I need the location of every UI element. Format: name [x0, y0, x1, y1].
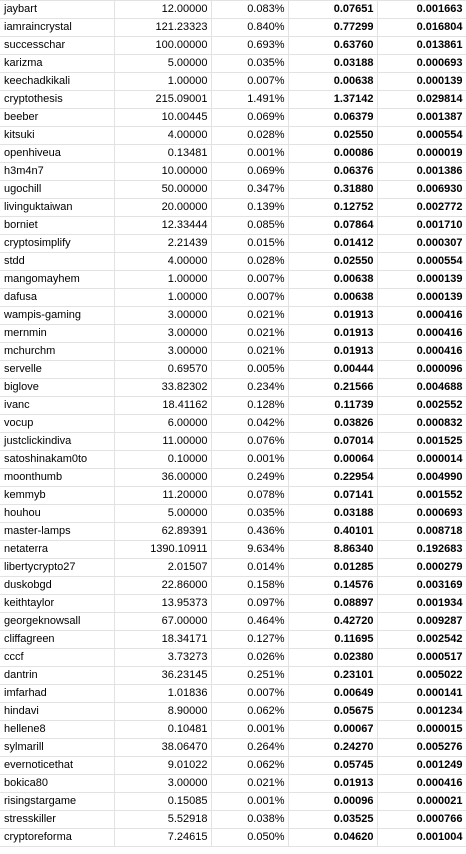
cell-username[interactable]: satoshinakam0to	[0, 451, 114, 469]
cell-value-a[interactable]: 0.01913	[288, 325, 377, 343]
cell-value-b[interactable]: 0.000014	[377, 451, 466, 469]
cell-value-b[interactable]: 0.001934	[377, 595, 466, 613]
table-row	[0, 343, 466, 361]
cell-value-a[interactable]: 0.02550	[288, 127, 377, 145]
cell-percent[interactable]: 0.128%	[211, 397, 288, 415]
cell-percent[interactable]: 0.021%	[211, 775, 288, 793]
cell-username[interactable]: jaybart	[0, 1, 114, 19]
cell-percent[interactable]: 0.007%	[211, 271, 288, 289]
table-row	[0, 37, 466, 55]
cell-value-b[interactable]: 0.000141	[377, 685, 466, 703]
cell-percent[interactable]: 0.014%	[211, 559, 288, 577]
cell-username[interactable]: libertycrypto27	[0, 559, 114, 577]
table-row	[0, 451, 466, 469]
cell-value-b[interactable]: 0.000416	[377, 775, 466, 793]
cell-percent[interactable]: 0.001%	[211, 451, 288, 469]
cell-username[interactable]: mangomayhem	[0, 271, 114, 289]
cell-value-b[interactable]: 0.004688	[377, 379, 466, 397]
cell-percent[interactable]: 0.050%	[211, 829, 288, 847]
cell-value-b[interactable]: 0.004990	[377, 469, 466, 487]
cell-value-a[interactable]: 0.01913	[288, 775, 377, 793]
cell-amount[interactable]: 36.23145	[114, 667, 211, 685]
cell-percent[interactable]: 0.464%	[211, 613, 288, 631]
cell-amount[interactable]: 3.00000	[114, 307, 211, 325]
cell-percent[interactable]: 0.062%	[211, 757, 288, 775]
cell-percent[interactable]: 0.028%	[211, 253, 288, 271]
cell-value-a[interactable]: 0.00086	[288, 145, 377, 163]
cell-value-b[interactable]: 0.000019	[377, 145, 466, 163]
cell-username[interactable]: hindavi	[0, 703, 114, 721]
cell-value-b[interactable]: 0.000554	[377, 253, 466, 271]
cell-value-b[interactable]: 0.192683	[377, 541, 466, 559]
table-row	[0, 73, 466, 91]
table-row	[0, 739, 466, 757]
cell-percent[interactable]: 0.062%	[211, 703, 288, 721]
cell-amount[interactable]: 11.20000	[114, 487, 211, 505]
cell-value-b[interactable]: 0.000416	[377, 307, 466, 325]
cell-value-b[interactable]: 0.003169	[377, 577, 466, 595]
table-row	[0, 109, 466, 127]
cell-percent[interactable]: 0.083%	[211, 1, 288, 19]
cell-percent[interactable]: 0.007%	[211, 73, 288, 91]
cell-username[interactable]: cryptoreforma	[0, 829, 114, 847]
cell-value-a[interactable]: 0.05745	[288, 757, 377, 775]
cell-amount[interactable]: 0.13481	[114, 145, 211, 163]
cell-percent[interactable]: 1.491%	[211, 91, 288, 109]
cell-username[interactable]: mernmin	[0, 325, 114, 343]
table-row	[0, 631, 466, 649]
cell-value-b[interactable]: 0.002772	[377, 199, 466, 217]
cell-value-b[interactable]: 0.000139	[377, 271, 466, 289]
cell-value-a[interactable]: 0.00444	[288, 361, 377, 379]
cell-percent[interactable]: 0.436%	[211, 523, 288, 541]
cell-percent[interactable]: 0.085%	[211, 217, 288, 235]
cell-value-a[interactable]: 0.07014	[288, 433, 377, 451]
cell-value-b[interactable]: 0.008718	[377, 523, 466, 541]
cell-amount[interactable]: 67.00000	[114, 613, 211, 631]
cell-username[interactable]: risingstargame	[0, 793, 114, 811]
cell-amount[interactable]: 0.69570	[114, 361, 211, 379]
cell-username[interactable]: bokica80	[0, 775, 114, 793]
cell-username[interactable]: karizma	[0, 55, 114, 73]
table-row	[0, 1, 466, 19]
cell-value-a[interactable]: 0.01913	[288, 307, 377, 325]
cell-percent[interactable]: 0.139%	[211, 199, 288, 217]
cell-percent[interactable]: 0.028%	[211, 127, 288, 145]
cell-value-b[interactable]: 0.002552	[377, 397, 466, 415]
cell-percent[interactable]: 0.251%	[211, 667, 288, 685]
table-row	[0, 469, 466, 487]
cell-value-a[interactable]: 0.07141	[288, 487, 377, 505]
cell-percent[interactable]: 0.076%	[211, 433, 288, 451]
cell-percent[interactable]: 0.035%	[211, 55, 288, 73]
cell-username[interactable]: borniet	[0, 217, 114, 235]
cell-value-b[interactable]: 0.000021	[377, 793, 466, 811]
cell-amount[interactable]: 3.00000	[114, 775, 211, 793]
table-row	[0, 289, 466, 307]
cell-username[interactable]: master-lamps	[0, 523, 114, 541]
cell-username[interactable]: vocup	[0, 415, 114, 433]
table-row	[0, 829, 466, 847]
cell-value-b[interactable]: 0.000139	[377, 289, 466, 307]
cell-value-a[interactable]: 0.11695	[288, 631, 377, 649]
cell-username[interactable]: h3m4n7	[0, 163, 114, 181]
cell-value-b[interactable]: 0.000416	[377, 325, 466, 343]
table-row	[0, 667, 466, 685]
cell-value-a[interactable]: 0.00067	[288, 721, 377, 739]
cell-amount[interactable]: 5.00000	[114, 55, 211, 73]
cell-value-b[interactable]: 0.000832	[377, 415, 466, 433]
table-row	[0, 235, 466, 253]
cell-value-b[interactable]: 0.001249	[377, 757, 466, 775]
cell-value-a[interactable]: 0.02380	[288, 649, 377, 667]
cell-value-a[interactable]: 0.06376	[288, 163, 377, 181]
cell-amount[interactable]: 10.00000	[114, 163, 211, 181]
cell-percent[interactable]: 0.021%	[211, 343, 288, 361]
table-row	[0, 811, 466, 829]
cell-percent[interactable]: 0.021%	[211, 307, 288, 325]
cell-amount[interactable]: 18.34171	[114, 631, 211, 649]
cell-amount[interactable]: 20.00000	[114, 199, 211, 217]
table-row	[0, 379, 466, 397]
cell-value-b[interactable]: 0.009287	[377, 613, 466, 631]
table-row	[0, 19, 466, 37]
cell-username[interactable]: kemmyb	[0, 487, 114, 505]
table-row	[0, 541, 466, 559]
cell-username[interactable]: duskobgd	[0, 577, 114, 595]
cell-username[interactable]: dantrin	[0, 667, 114, 685]
cell-amount[interactable]: 3.00000	[114, 343, 211, 361]
cell-value-b[interactable]: 0.016804	[377, 19, 466, 37]
cell-amount[interactable]: 22.86000	[114, 577, 211, 595]
cell-username[interactable]: stdd	[0, 253, 114, 271]
cell-value-b[interactable]: 0.000766	[377, 811, 466, 829]
cell-value-a[interactable]: 0.00638	[288, 271, 377, 289]
cell-percent[interactable]: 0.035%	[211, 505, 288, 523]
cell-value-a[interactable]: 0.63760	[288, 37, 377, 55]
cell-amount[interactable]: 12.33444	[114, 217, 211, 235]
table-row	[0, 217, 466, 235]
cell-username[interactable]: cryptothesis	[0, 91, 114, 109]
cell-percent[interactable]: 0.001%	[211, 145, 288, 163]
cell-percent[interactable]: 0.078%	[211, 487, 288, 505]
cell-value-b[interactable]: 0.000693	[377, 55, 466, 73]
cell-percent[interactable]: 0.127%	[211, 631, 288, 649]
cell-amount[interactable]: 1.00000	[114, 289, 211, 307]
cell-username[interactable]: cccf	[0, 649, 114, 667]
cell-username[interactable]: keechadkikali	[0, 73, 114, 91]
cell-amount[interactable]: 100.00000	[114, 37, 211, 55]
cell-value-b[interactable]: 0.002542	[377, 631, 466, 649]
cell-value-a[interactable]: 0.00649	[288, 685, 377, 703]
cell-username[interactable]: successchar	[0, 37, 114, 55]
table-row	[0, 595, 466, 613]
cell-value-a[interactable]: 0.01412	[288, 235, 377, 253]
table-row	[0, 523, 466, 541]
table-row	[0, 703, 466, 721]
cell-percent[interactable]: 0.026%	[211, 649, 288, 667]
table-row	[0, 397, 466, 415]
cell-amount[interactable]: 33.82302	[114, 379, 211, 397]
cell-username[interactable]: imfarhad	[0, 685, 114, 703]
cell-value-a[interactable]: 0.00638	[288, 73, 377, 91]
cell-percent[interactable]: 0.158%	[211, 577, 288, 595]
cell-username[interactable]: openhiveua	[0, 145, 114, 163]
cell-username[interactable]: moonthumb	[0, 469, 114, 487]
cell-value-a[interactable]: 0.05675	[288, 703, 377, 721]
cell-amount[interactable]: 1.01836	[114, 685, 211, 703]
cell-amount[interactable]: 215.09001	[114, 91, 211, 109]
cell-percent[interactable]: 0.001%	[211, 721, 288, 739]
cell-value-b[interactable]: 0.001234	[377, 703, 466, 721]
cell-amount[interactable]: 38.06470	[114, 739, 211, 757]
cell-value-a[interactable]: 0.07864	[288, 217, 377, 235]
cell-value-b[interactable]: 0.001386	[377, 163, 466, 181]
cell-username[interactable]: georgeknowsall	[0, 613, 114, 631]
cell-username[interactable]: ugochill	[0, 181, 114, 199]
table-row	[0, 181, 466, 199]
cell-amount[interactable]: 0.10481	[114, 721, 211, 739]
cell-username[interactable]: kitsuki	[0, 127, 114, 145]
cell-amount[interactable]: 1.00000	[114, 271, 211, 289]
table-row	[0, 325, 466, 343]
cell-amount[interactable]: 7.24615	[114, 829, 211, 847]
cell-value-a[interactable]: 0.01285	[288, 559, 377, 577]
cell-value-a[interactable]: 0.11739	[288, 397, 377, 415]
table-row	[0, 55, 466, 73]
cell-value-a[interactable]: 0.21566	[288, 379, 377, 397]
cell-percent[interactable]: 0.347%	[211, 181, 288, 199]
cell-username[interactable]: sylmarill	[0, 739, 114, 757]
cell-value-a[interactable]: 0.00096	[288, 793, 377, 811]
cell-percent[interactable]: 0.042%	[211, 415, 288, 433]
cell-value-a[interactable]: 0.03826	[288, 415, 377, 433]
cell-username[interactable]: wampis-gaming	[0, 307, 114, 325]
cell-value-a[interactable]: 1.37142	[288, 91, 377, 109]
spreadsheet-body	[0, 1, 466, 847]
cell-username[interactable]: livinguktaiwan	[0, 199, 114, 217]
cell-username[interactable]: dafusa	[0, 289, 114, 307]
cell-percent[interactable]: 0.069%	[211, 109, 288, 127]
table-row	[0, 127, 466, 145]
cell-username[interactable]: justclickindiva	[0, 433, 114, 451]
cell-value-b[interactable]: 0.013861	[377, 37, 466, 55]
cell-value-a[interactable]: 0.03188	[288, 55, 377, 73]
cell-username[interactable]: hellene8	[0, 721, 114, 739]
cell-percent[interactable]: 0.007%	[211, 685, 288, 703]
cell-username[interactable]: houhou	[0, 505, 114, 523]
cell-percent[interactable]: 0.693%	[211, 37, 288, 55]
cell-value-a[interactable]: 0.00064	[288, 451, 377, 469]
cell-value-b[interactable]: 0.000015	[377, 721, 466, 739]
cell-value-b[interactable]: 0.000139	[377, 73, 466, 91]
cell-value-b[interactable]: 0.000307	[377, 235, 466, 253]
cell-percent[interactable]: 0.021%	[211, 325, 288, 343]
cell-value-b[interactable]: 0.006930	[377, 181, 466, 199]
cell-amount[interactable]: 18.41162	[114, 397, 211, 415]
cell-value-b[interactable]: 0.001004	[377, 829, 466, 847]
table-row	[0, 271, 466, 289]
cell-amount[interactable]: 50.00000	[114, 181, 211, 199]
cell-value-a[interactable]: 0.00638	[288, 289, 377, 307]
cell-username[interactable]: servelle	[0, 361, 114, 379]
cell-value-a[interactable]: 8.86340	[288, 541, 377, 559]
cell-value-b[interactable]: 0.000279	[377, 559, 466, 577]
cell-value-a[interactable]: 0.24270	[288, 739, 377, 757]
cell-value-b[interactable]: 0.005022	[377, 667, 466, 685]
cell-amount[interactable]: 1390.10911	[114, 541, 211, 559]
cell-amount[interactable]: 10.00445	[114, 109, 211, 127]
cell-username[interactable]: netaterra	[0, 541, 114, 559]
table-row	[0, 307, 466, 325]
cell-percent[interactable]: 0.249%	[211, 469, 288, 487]
cell-value-b[interactable]: 0.000693	[377, 505, 466, 523]
table-row	[0, 613, 466, 631]
cell-username[interactable]: mchurchm	[0, 343, 114, 361]
cell-amount[interactable]: 8.90000	[114, 703, 211, 721]
cell-value-b[interactable]: 0.001525	[377, 433, 466, 451]
cell-value-b[interactable]: 0.001387	[377, 109, 466, 127]
cell-value-a[interactable]: 0.06379	[288, 109, 377, 127]
cell-percent[interactable]: 0.840%	[211, 19, 288, 37]
cell-percent[interactable]: 0.097%	[211, 595, 288, 613]
table-row	[0, 685, 466, 703]
cell-amount[interactable]: 5.52918	[114, 811, 211, 829]
cell-username[interactable]: beeber	[0, 109, 114, 127]
cell-value-b[interactable]: 0.000517	[377, 649, 466, 667]
cell-amount[interactable]: 5.00000	[114, 505, 211, 523]
cell-value-a[interactable]: 0.04620	[288, 829, 377, 847]
cell-value-a[interactable]: 0.03525	[288, 811, 377, 829]
cell-amount[interactable]: 3.73273	[114, 649, 211, 667]
cell-amount[interactable]: 0.10000	[114, 451, 211, 469]
cell-value-b[interactable]: 0.029814	[377, 91, 466, 109]
cell-percent[interactable]: 0.001%	[211, 793, 288, 811]
cell-value-b[interactable]: 0.001552	[377, 487, 466, 505]
cell-username[interactable]: biglove	[0, 379, 114, 397]
table-row	[0, 145, 466, 163]
table-row	[0, 559, 466, 577]
cell-value-a[interactable]: 0.01913	[288, 343, 377, 361]
cell-value-a[interactable]: 0.77299	[288, 19, 377, 37]
cell-percent[interactable]: 0.069%	[211, 163, 288, 181]
table-row	[0, 757, 466, 775]
cell-username[interactable]: stresskiller	[0, 811, 114, 829]
cell-amount[interactable]: 1.00000	[114, 73, 211, 91]
table-row	[0, 199, 466, 217]
cell-username[interactable]: iamraincrystal	[0, 19, 114, 37]
cell-percent[interactable]: 0.005%	[211, 361, 288, 379]
cell-value-a[interactable]: 0.07651	[288, 1, 377, 19]
table-row	[0, 775, 466, 793]
cell-value-b[interactable]: 0.001710	[377, 217, 466, 235]
cell-username[interactable]: keithtaylor	[0, 595, 114, 613]
cell-amount[interactable]: 13.95373	[114, 595, 211, 613]
table-row	[0, 487, 466, 505]
cell-value-a[interactable]: 0.31880	[288, 181, 377, 199]
table-row	[0, 361, 466, 379]
cell-amount[interactable]: 12.00000	[114, 1, 211, 19]
cell-value-b[interactable]: 0.000096	[377, 361, 466, 379]
cell-username[interactable]: cliffagreen	[0, 631, 114, 649]
table-row	[0, 415, 466, 433]
table-row	[0, 163, 466, 181]
cell-value-a[interactable]: 0.02550	[288, 253, 377, 271]
cell-username[interactable]: evernoticethat	[0, 757, 114, 775]
cell-value-b[interactable]: 0.000416	[377, 343, 466, 361]
cell-value-a[interactable]: 0.22954	[288, 469, 377, 487]
cell-percent[interactable]: 0.038%	[211, 811, 288, 829]
cell-value-b[interactable]: 0.000554	[377, 127, 466, 145]
cell-amount[interactable]: 4.00000	[114, 127, 211, 145]
cell-amount[interactable]: 121.23323	[114, 19, 211, 37]
cell-amount[interactable]: 2.21439	[114, 235, 211, 253]
cell-value-a[interactable]: 0.42720	[288, 613, 377, 631]
cell-percent[interactable]: 0.234%	[211, 379, 288, 397]
cell-percent[interactable]: 0.015%	[211, 235, 288, 253]
cell-value-a[interactable]: 0.03188	[288, 505, 377, 523]
table-row	[0, 793, 466, 811]
cell-amount[interactable]: 11.00000	[114, 433, 211, 451]
cell-percent[interactable]: 9.634%	[211, 541, 288, 559]
cell-amount[interactable]: 9.01022	[114, 757, 211, 775]
cell-amount[interactable]: 36.00000	[114, 469, 211, 487]
cell-amount[interactable]: 6.00000	[114, 415, 211, 433]
cell-amount[interactable]: 2.01507	[114, 559, 211, 577]
cell-value-a[interactable]: 0.08897	[288, 595, 377, 613]
table-row	[0, 577, 466, 595]
cell-amount[interactable]: 62.89391	[114, 523, 211, 541]
table-row	[0, 253, 466, 271]
cell-amount[interactable]: 4.00000	[114, 253, 211, 271]
table-row	[0, 433, 466, 451]
table-row	[0, 649, 466, 667]
cell-amount[interactable]: 0.15085	[114, 793, 211, 811]
table-row	[0, 505, 466, 523]
cell-username[interactable]: cryptosimplify	[0, 235, 114, 253]
cell-value-b[interactable]: 0.001663	[377, 1, 466, 19]
table-row	[0, 721, 466, 739]
cell-value-a[interactable]: 0.12752	[288, 199, 377, 217]
cell-percent[interactable]: 0.007%	[211, 289, 288, 307]
cell-amount[interactable]: 3.00000	[114, 325, 211, 343]
cell-value-a[interactable]: 0.40101	[288, 523, 377, 541]
cell-percent[interactable]: 0.264%	[211, 739, 288, 757]
cell-value-a[interactable]: 0.14576	[288, 577, 377, 595]
table-row	[0, 91, 466, 109]
cell-username[interactable]: ivanc	[0, 397, 114, 415]
cell-value-a[interactable]: 0.23101	[288, 667, 377, 685]
cell-value-b[interactable]: 0.005276	[377, 739, 466, 757]
